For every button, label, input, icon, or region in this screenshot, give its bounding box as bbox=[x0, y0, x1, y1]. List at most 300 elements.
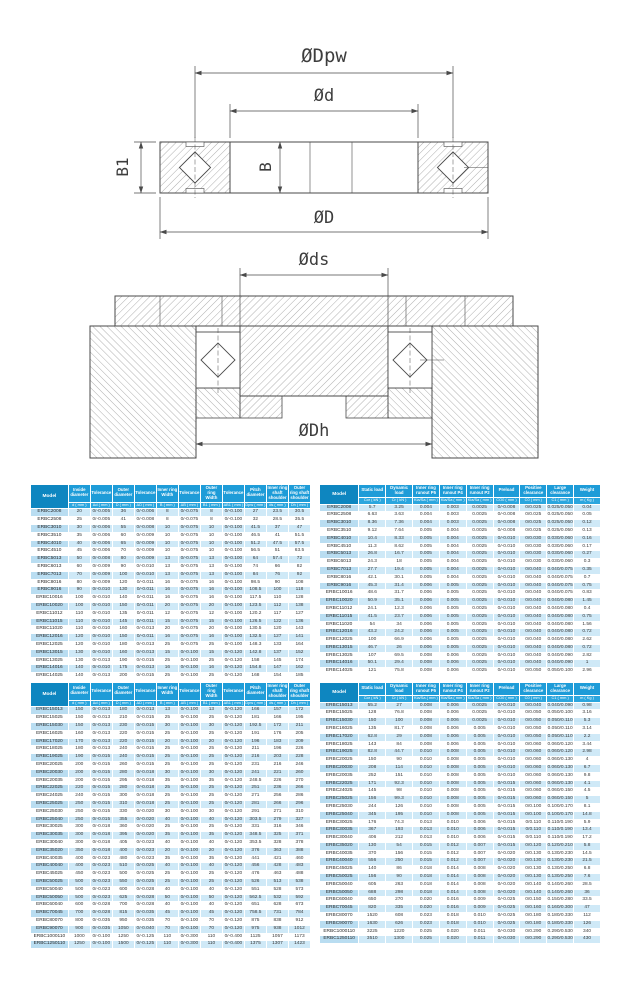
value-cell: 126 bbox=[386, 803, 413, 811]
value-cell: 0.060/0.130 bbox=[547, 757, 574, 765]
value-cell: 13 bbox=[156, 571, 178, 579]
column-header: Inner ring shaft shoulder bbox=[266, 485, 288, 503]
value-cell: 180 bbox=[68, 746, 90, 754]
value-cell: 0/-0.015 bbox=[134, 673, 156, 681]
value-cell: 363 bbox=[266, 847, 288, 855]
value-cell: 0.130/0.230 bbox=[547, 850, 574, 858]
model-cell: ERBC4510 bbox=[31, 548, 69, 556]
value-cell: 400 bbox=[112, 847, 134, 855]
value-cell: 0/-0.100 bbox=[178, 785, 200, 793]
value-cell: 90 bbox=[68, 587, 90, 595]
value-cell: 0/-0.100 bbox=[222, 540, 244, 548]
value-cell: 110 bbox=[68, 618, 90, 626]
value-cell: 136 bbox=[288, 618, 310, 626]
value-cell: 0/-0.018 bbox=[90, 832, 112, 840]
value-cell: 0/-0.018 bbox=[90, 847, 112, 855]
table-row bbox=[320, 796, 601, 804]
value-cell: 0/-0.120 bbox=[222, 863, 244, 871]
value-cell: 0/-0.013 bbox=[90, 746, 112, 754]
value-cell: 45 bbox=[200, 910, 222, 918]
value-cell: 0/0.120 bbox=[520, 842, 547, 850]
value-cell: 168 bbox=[244, 673, 266, 681]
value-cell: 196 bbox=[266, 746, 288, 754]
value-cell: 24.1 bbox=[359, 605, 386, 613]
value-cell: 0.025/0.050 bbox=[547, 512, 574, 520]
value-cell: 0.025/0.050 bbox=[547, 527, 574, 535]
value-cell: 0/-0.011 bbox=[134, 618, 156, 626]
value-cell: 0/-0.015 bbox=[90, 785, 112, 793]
value-cell: 171 bbox=[359, 780, 386, 788]
value-cell: 154.8 bbox=[244, 665, 266, 673]
value-cell: 562.5 bbox=[244, 894, 266, 902]
value-cell: 0.005 bbox=[413, 574, 440, 582]
column-header: Weight bbox=[574, 683, 601, 696]
value-cell: 157 bbox=[266, 707, 288, 715]
table-row bbox=[31, 801, 311, 809]
value-cell: 80 bbox=[68, 579, 90, 587]
value-cell: 0/-0.100 bbox=[222, 603, 244, 611]
table-row bbox=[31, 579, 311, 587]
value-cell: 10 bbox=[200, 540, 222, 548]
value-cell: 0/-0.015 bbox=[134, 730, 156, 738]
value-cell: 0/-0.120 bbox=[222, 762, 244, 770]
value-cell: 0/-0.020 bbox=[493, 858, 520, 866]
column-subheader: Δd ( mm ) bbox=[90, 700, 112, 707]
value-cell: 0/-0.075 bbox=[178, 610, 200, 618]
value-cell: 25 bbox=[200, 793, 222, 801]
value-cell: 0.040/0.075 bbox=[547, 566, 574, 574]
value-cell: 0/-0.075 bbox=[178, 595, 200, 603]
value-cell: 0.005 bbox=[413, 551, 440, 559]
value-cell: 200 bbox=[68, 762, 90, 770]
value-cell: 0/-0.120 bbox=[222, 715, 244, 723]
table-row bbox=[31, 665, 311, 673]
value-cell: 0.006 bbox=[413, 644, 440, 652]
table-row bbox=[31, 863, 311, 871]
value-cell: 0/-0.020 bbox=[493, 874, 520, 882]
table-row bbox=[320, 527, 601, 535]
model-cell: ERBC30035 bbox=[31, 832, 69, 840]
table-row bbox=[31, 941, 311, 949]
value-cell: 190 bbox=[68, 754, 90, 762]
table-row bbox=[320, 803, 601, 811]
column-subheader: C1 ( mm ) bbox=[547, 497, 574, 504]
value-cell: 0/-0.015 bbox=[90, 808, 112, 816]
value-cell: 1000 bbox=[68, 933, 90, 941]
value-cell: 500 bbox=[68, 894, 90, 902]
value-cell: 300 bbox=[68, 824, 90, 832]
value-cell: 0/-0.010 bbox=[493, 559, 520, 567]
value-cell: 0/-0.025 bbox=[134, 863, 156, 871]
table-row bbox=[320, 897, 601, 905]
value-cell: 0.35 bbox=[574, 566, 601, 574]
value-cell: 0/-0.300 bbox=[178, 933, 200, 941]
column-subheader: Kia/Sa ( mm ) bbox=[440, 695, 465, 701]
column-header: Inner ring runout P5 bbox=[413, 683, 440, 696]
table-row bbox=[31, 840, 311, 848]
model-cell: ERBC8016 bbox=[31, 579, 69, 587]
value-cell: 5.8 bbox=[574, 842, 601, 850]
value-cell: 0.008 bbox=[413, 702, 440, 710]
table-row bbox=[31, 855, 311, 863]
value-cell: 100 bbox=[359, 637, 386, 645]
value-cell: 20 bbox=[200, 626, 222, 634]
value-cell: 0/-0.006 bbox=[134, 509, 156, 517]
table-row bbox=[31, 642, 311, 650]
value-cell: 30 bbox=[200, 769, 222, 777]
model-cell: ERBC60040 bbox=[320, 897, 359, 905]
value-cell: 0/-0.010 bbox=[493, 757, 520, 765]
value-cell: 0/-0.023 bbox=[90, 855, 112, 863]
value-cell: 0/-0.018 bbox=[90, 824, 112, 832]
value-cell: 0/0.040 bbox=[520, 621, 547, 629]
value-cell: 126 bbox=[574, 920, 601, 928]
dimension-D bbox=[160, 197, 488, 239]
value-cell: 0.008 bbox=[413, 710, 440, 718]
model-cell: ERBC2008 bbox=[31, 509, 69, 517]
value-cell: 0.060/0.130 bbox=[547, 772, 574, 780]
value-cell: 128 bbox=[359, 710, 386, 718]
value-cell: 0/0.130 bbox=[520, 850, 547, 858]
value-cell: 0.005 bbox=[439, 613, 466, 621]
value-cell: 5.3 bbox=[574, 718, 601, 726]
value-cell: 0/-0.100 bbox=[178, 925, 200, 933]
value-cell: 0/-0.013 bbox=[90, 715, 112, 723]
model-cell: ERBC10016 bbox=[320, 590, 359, 598]
value-cell: 0/-0.011 bbox=[134, 595, 156, 603]
value-cell: 35 bbox=[200, 777, 222, 785]
value-cell: 42.1 bbox=[359, 574, 386, 582]
value-cell: 130.5 bbox=[244, 626, 266, 634]
column-subheader: ds ( mm ) bbox=[266, 700, 288, 707]
value-cell: 8 bbox=[200, 509, 222, 517]
value-cell: 0.75 bbox=[574, 582, 601, 590]
model-cell: ERBC11012 bbox=[31, 610, 69, 618]
column-header: Outer ring shaft shoulder bbox=[288, 485, 310, 503]
value-cell: 175 bbox=[112, 665, 134, 673]
value-cell: 0.17 bbox=[574, 543, 601, 551]
value-cell: 1057 bbox=[266, 933, 288, 941]
value-cell: 0/-0.100 bbox=[178, 665, 200, 673]
column-subheader: C0 ( mm ) bbox=[520, 695, 547, 702]
value-cell: 0/-0.008 bbox=[134, 525, 156, 533]
value-cell: 1220 bbox=[386, 928, 413, 936]
value-cell: 166 bbox=[266, 715, 288, 723]
value-cell: 0.008 bbox=[439, 757, 466, 765]
value-cell: 16 bbox=[156, 665, 178, 673]
value-cell: 0.13 bbox=[574, 527, 601, 535]
column-header: Static load bbox=[359, 683, 386, 696]
value-cell: 0/-0.018 bbox=[134, 801, 156, 809]
value-cell: 7.6 bbox=[574, 874, 601, 882]
value-cell: 160 bbox=[112, 626, 134, 634]
value-cell: 0/-0.040 bbox=[134, 925, 156, 933]
value-cell: 0.025 bbox=[413, 936, 440, 944]
value-cell: 0/0.050 bbox=[520, 668, 547, 676]
value-cell: 0/-0.015 bbox=[493, 803, 520, 811]
value-cell: 25 bbox=[156, 754, 178, 762]
value-cell: 0/-0.013 bbox=[134, 626, 156, 634]
value-cell: 758.5 bbox=[244, 910, 266, 918]
value-cell: 0/-0.100 bbox=[178, 886, 200, 894]
value-cell: 150 bbox=[68, 707, 90, 715]
value-cell: 0/0.040 bbox=[520, 644, 547, 652]
value-cell: 240 bbox=[112, 754, 134, 762]
value-cell: 0.006 bbox=[466, 827, 493, 835]
table-row bbox=[31, 816, 311, 824]
model-cell: ERBC90070 bbox=[320, 920, 359, 928]
table-row bbox=[31, 824, 311, 832]
value-cell: 0/-0.100 bbox=[222, 509, 244, 517]
value-cell: 0.040/0.080 bbox=[547, 613, 574, 621]
value-cell: 0.020 bbox=[439, 936, 466, 944]
value-cell: 0/-0.100 bbox=[222, 556, 244, 564]
value-cell: 650 bbox=[359, 897, 386, 905]
column-header: Outer diameter bbox=[112, 683, 134, 701]
value-cell: 25 bbox=[156, 730, 178, 738]
model-cell: ERBC50025 bbox=[320, 874, 359, 882]
value-cell: 0/-0.028 bbox=[134, 886, 156, 894]
value-cell: 815 bbox=[112, 910, 134, 918]
value-cell: 0/-0.075 bbox=[178, 642, 200, 650]
value-cell: 140 bbox=[68, 673, 90, 681]
model-cell: ERBC1000110 bbox=[31, 933, 69, 941]
value-cell: 55 bbox=[112, 525, 134, 533]
value-cell: 0.010 bbox=[413, 788, 440, 796]
value-cell: 100 bbox=[68, 603, 90, 611]
value-cell: 25 bbox=[156, 824, 178, 832]
value-cell: 0.0025 bbox=[466, 582, 493, 590]
value-cell: 0/-0.008 bbox=[493, 527, 520, 535]
value-cell: 0/-0.010 bbox=[493, 566, 520, 574]
value-cell: 69.5 bbox=[386, 652, 413, 660]
dim-label-d: Ød bbox=[313, 86, 335, 106]
value-cell: 70 bbox=[112, 548, 134, 556]
value-cell: 0.006 bbox=[413, 629, 440, 637]
model-cell: ERBC3010 bbox=[31, 525, 69, 533]
value-cell: 0/-0.120 bbox=[222, 886, 244, 894]
value-cell: 0/-0.010 bbox=[493, 718, 520, 726]
value-cell: 46.5 bbox=[244, 532, 266, 540]
column-header-model: Model bbox=[320, 485, 359, 505]
table-row bbox=[31, 925, 311, 933]
value-cell: 180 bbox=[112, 642, 134, 650]
value-cell: 0.008 bbox=[466, 874, 493, 882]
table-row bbox=[31, 769, 311, 777]
model-cell: ERBC1250110 bbox=[31, 941, 69, 949]
value-cell: 0/-0.010 bbox=[493, 741, 520, 749]
column-header: Weight bbox=[574, 485, 601, 498]
value-cell: 20 bbox=[200, 603, 222, 611]
value-cell: 0.3 bbox=[574, 559, 601, 567]
clamp-ring bbox=[115, 296, 513, 326]
column-subheader: ΔB ( mm ) bbox=[178, 700, 200, 707]
column-header: Inner ring Width bbox=[156, 683, 178, 701]
value-cell: 0/-0.120 bbox=[222, 673, 244, 681]
value-cell: 0/-0.010 bbox=[134, 564, 156, 572]
model-cell: ERBC15030 bbox=[320, 718, 359, 726]
value-cell: 0/-0.010 bbox=[493, 660, 520, 668]
table-row bbox=[320, 749, 601, 757]
value-cell: 0/-0.015 bbox=[134, 715, 156, 723]
value-cell: 0/-0.100 bbox=[178, 816, 200, 824]
value-cell: 25 bbox=[200, 801, 222, 809]
value-cell: 0.014 bbox=[439, 881, 466, 889]
value-cell: 0.83 bbox=[574, 590, 601, 598]
value-cell: 0/-0.100 bbox=[178, 801, 200, 809]
value-cell: 0/-0.010 bbox=[90, 618, 112, 626]
model-cell: ERBC50040 bbox=[31, 886, 69, 894]
value-cell: 30 bbox=[200, 808, 222, 816]
value-cell: 90 bbox=[386, 757, 413, 765]
value-cell: 0/-0.011 bbox=[134, 579, 156, 587]
value-cell: 183 bbox=[266, 738, 288, 746]
value-cell: 0/-0.100 bbox=[178, 673, 200, 681]
value-cell: 126.5 bbox=[244, 618, 266, 626]
value-cell: 145 bbox=[359, 788, 386, 796]
value-cell: 14.5 bbox=[574, 850, 601, 858]
value-cell: 0.72 bbox=[574, 644, 601, 652]
value-cell: 25 bbox=[156, 762, 178, 770]
value-cell: 0/-0.023 bbox=[134, 847, 156, 855]
value-cell: 130 bbox=[359, 842, 386, 850]
value-cell: 140 bbox=[68, 665, 90, 673]
value-cell: 0.018 bbox=[413, 874, 440, 882]
column-subheader: CO0 ( mm ) bbox=[493, 497, 520, 504]
value-cell: 0/-0.008 bbox=[90, 556, 112, 564]
column-header: Preload bbox=[493, 683, 520, 696]
value-cell: 0/-0.010 bbox=[90, 649, 112, 657]
value-cell: 0.006 bbox=[439, 725, 466, 733]
value-cell: 41 bbox=[112, 517, 134, 525]
column-subheader: Dh ( mm ) bbox=[288, 502, 310, 509]
column-header: Tolerance bbox=[134, 485, 156, 503]
value-cell: 75.8 bbox=[386, 668, 413, 676]
column-header: Outer diameter bbox=[112, 485, 134, 503]
value-cell: 193 bbox=[386, 827, 413, 835]
value-cell: 25 bbox=[200, 730, 222, 738]
value-cell: 0.025 bbox=[413, 928, 440, 936]
value-cell: 0.040/0.075 bbox=[547, 590, 574, 598]
value-cell: 35 bbox=[156, 777, 178, 785]
table-row bbox=[320, 566, 601, 574]
value-cell: 0/-0.013 bbox=[90, 657, 112, 665]
value-cell: 0/-0.100 bbox=[178, 762, 200, 770]
value-cell: 130 bbox=[112, 587, 134, 595]
dimension-b bbox=[256, 142, 280, 193]
value-cell: 0.008 bbox=[466, 866, 493, 874]
value-cell: 0.005 bbox=[466, 772, 493, 780]
column-subheader: Cr ( kN ) bbox=[386, 497, 413, 504]
column-header: Tolerance bbox=[178, 485, 200, 503]
table-row bbox=[320, 559, 601, 567]
value-cell: 110 bbox=[68, 610, 90, 618]
value-cell: 37 bbox=[266, 525, 288, 533]
value-cell: 0.006 bbox=[439, 718, 466, 726]
value-cell: 0/-0.010 bbox=[90, 603, 112, 611]
value-cell: 25 bbox=[156, 801, 178, 809]
model-cell: ERBC3510 bbox=[320, 527, 359, 535]
model-cell: ERBC20025 bbox=[320, 757, 359, 765]
value-cell: 25 bbox=[156, 793, 178, 801]
value-cell: 0/-0.100 bbox=[222, 564, 244, 572]
value-cell: 17.2 bbox=[574, 835, 601, 843]
value-cell: 0/-0.035 bbox=[90, 925, 112, 933]
value-cell: 0.050/0.110 bbox=[547, 725, 574, 733]
value-cell: 0.004 bbox=[439, 559, 466, 567]
table-row bbox=[320, 827, 601, 835]
value-cell: 26 bbox=[386, 644, 413, 652]
table-row bbox=[31, 746, 311, 754]
column-header: Inside diameter bbox=[68, 683, 90, 701]
value-cell: 92 bbox=[288, 571, 310, 579]
value-cell: 135 bbox=[112, 610, 134, 618]
value-cell: 3.14 bbox=[574, 725, 601, 733]
value-cell: 64 bbox=[244, 556, 266, 564]
column-subheader: ds ( mm ) bbox=[266, 502, 288, 509]
model-cell: ERBC18025 bbox=[31, 746, 69, 754]
table-row bbox=[320, 819, 601, 827]
model-cell: ERBC50050 bbox=[320, 889, 359, 897]
value-cell: 291 bbox=[244, 808, 266, 816]
value-cell: 0.040/0.080 bbox=[547, 637, 574, 645]
column-header: Inner ring shaft shoulder bbox=[266, 683, 288, 701]
value-cell: 0/-0.015 bbox=[90, 777, 112, 785]
value-cell: 25 bbox=[156, 879, 178, 887]
table-row bbox=[320, 850, 601, 858]
dim-label-b1: B1 bbox=[113, 157, 132, 177]
value-cell: 30.5 bbox=[288, 509, 310, 517]
model-cell: ERBC19025 bbox=[320, 749, 359, 757]
value-cell: 0.010 bbox=[413, 780, 440, 788]
value-cell: 0.0025 bbox=[466, 504, 493, 512]
value-cell: 25 bbox=[200, 642, 222, 650]
model-cell: ERBC40035 bbox=[320, 850, 359, 858]
value-cell: 0/-0.010 bbox=[493, 621, 520, 629]
value-cell: 0/-0.075 bbox=[178, 626, 200, 634]
table-row bbox=[320, 637, 601, 645]
value-cell: 0/-0.010 bbox=[493, 535, 520, 543]
value-cell: 30 bbox=[200, 723, 222, 731]
dim-label-ds: Øds bbox=[298, 250, 330, 270]
value-cell: 0.110/0.190 bbox=[547, 835, 574, 843]
value-cell: 430 bbox=[574, 936, 601, 944]
value-cell: 346 bbox=[288, 824, 310, 832]
dim-label-dh: ØDh bbox=[298, 421, 330, 441]
load-ratings-table-large-series bbox=[319, 682, 601, 944]
value-cell: 57.4 bbox=[266, 556, 288, 564]
value-cell: 41 bbox=[266, 532, 288, 540]
value-cell: 0/-0.120 bbox=[222, 894, 244, 902]
value-cell: 286 bbox=[288, 793, 310, 801]
model-cell: ERBC30040 bbox=[31, 840, 69, 848]
value-cell: 266 bbox=[266, 801, 288, 809]
model-cell: ERBC2508 bbox=[31, 517, 69, 525]
value-cell: 0/-0.009 bbox=[134, 548, 156, 556]
value-cell: 573 bbox=[288, 886, 310, 894]
table-row bbox=[320, 535, 601, 543]
value-cell: 16 bbox=[156, 634, 178, 642]
table-row bbox=[320, 725, 601, 733]
value-cell: 673 bbox=[288, 902, 310, 910]
value-cell: 266 bbox=[288, 785, 310, 793]
value-cell: 50 bbox=[200, 894, 222, 902]
value-cell: 0/-0.013 bbox=[90, 723, 112, 731]
table-row bbox=[31, 910, 311, 918]
value-cell: 5 bbox=[574, 796, 601, 804]
value-cell: 0.018 bbox=[413, 881, 440, 889]
model-cell: ERBC17020 bbox=[31, 738, 69, 746]
